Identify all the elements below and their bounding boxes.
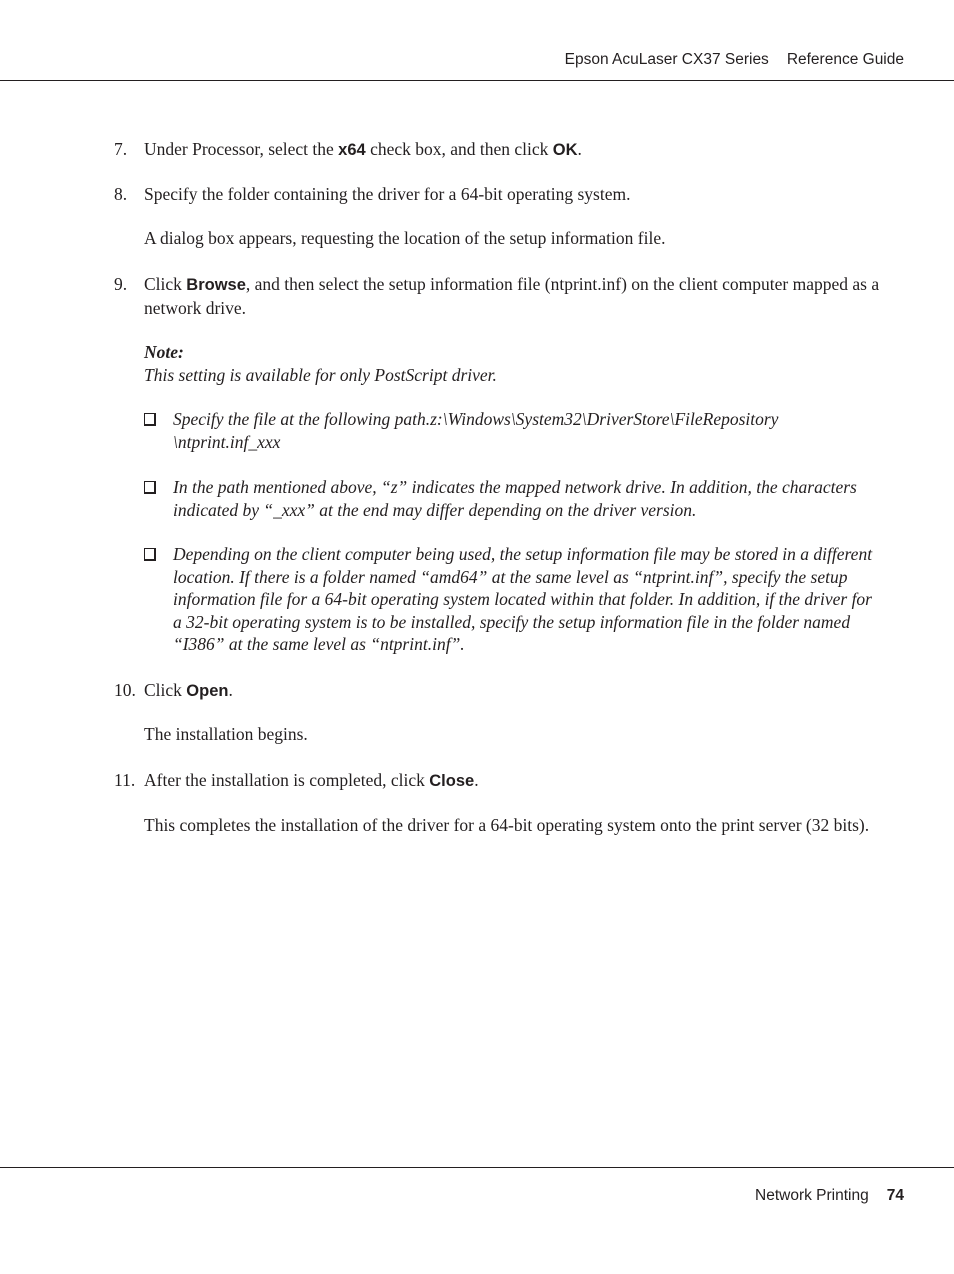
footer-rule bbox=[0, 1167, 954, 1168]
header-product: Epson AcuLaser CX37 Series bbox=[564, 51, 769, 68]
step-11-sub bbox=[144, 814, 884, 837]
page-footer bbox=[755, 1187, 904, 1205]
step-text: , and then select the setup information file (ntprint.inf) on the client computer mapped as a network drive. bbox=[144, 274, 880, 318]
note-bullet bbox=[144, 408, 884, 453]
step-8 bbox=[114, 183, 884, 206]
page-number: 74 bbox=[886, 1187, 904, 1204]
step-text: check box, and then click bbox=[365, 139, 553, 159]
note bbox=[144, 341, 884, 386]
step-10-sub bbox=[144, 723, 884, 746]
step-8-sub bbox=[144, 227, 884, 250]
step-9 bbox=[114, 273, 884, 319]
bullet-text: In the path mentioned above, “z” indicates the mapped network drive. In addition, the characters indicated by “_xxx” at the end may differ depending on the driver version. bbox=[173, 477, 857, 520]
note-title: Note: bbox=[144, 342, 184, 362]
step-text: After the installation is completed, click bbox=[144, 770, 430, 790]
step-number: 9. bbox=[114, 274, 128, 294]
step-number: 11. bbox=[114, 770, 136, 790]
step-subtext: This completes the installation of the driver for a 64-bit operating system onto the print server (32 bits). bbox=[144, 815, 870, 835]
note-text: This setting is available for only PostScript driver. bbox=[144, 364, 497, 385]
step-text: . bbox=[228, 680, 233, 700]
step-10 bbox=[114, 679, 884, 703]
step-subtext: A dialog box appears, requesting the location of the setup information file. bbox=[144, 228, 666, 248]
step-7 bbox=[114, 138, 884, 162]
checkbox-bullet-icon bbox=[144, 548, 156, 561]
note-bullet bbox=[144, 543, 884, 656]
ok-button-label: OK bbox=[552, 141, 578, 159]
step-number: 7. bbox=[114, 139, 128, 159]
bullet-text: Depending on the client computer being used, the setup information file may be stored in a different location. If there is a folder named “amd64” at the same level as “ntprint.inf”, specify the setup information file for a 64-bit operating system located within that folder. In addition, if the driver for a 32-bit operating system is to be installed, specify the setup information file in the folder named “I386” at the same level as “ntprint.inf”. bbox=[173, 544, 873, 654]
step-text: . bbox=[577, 139, 582, 159]
step-text: Click bbox=[144, 680, 187, 700]
close-button-label: Close bbox=[429, 772, 475, 790]
checkbox-bullet-icon bbox=[144, 481, 156, 494]
header-guide: Reference Guide bbox=[786, 51, 904, 68]
step-11 bbox=[114, 769, 884, 793]
open-button-label: Open bbox=[186, 682, 229, 700]
page-header bbox=[565, 51, 904, 69]
step-number: 8. bbox=[114, 184, 128, 204]
step-text: Specify the folder containing the driver for a 64-bit operating system. bbox=[144, 184, 631, 204]
step-number: 10. bbox=[114, 680, 136, 700]
x64-checkbox-label: x64 bbox=[338, 141, 366, 159]
browse-button-label: Browse bbox=[186, 276, 246, 294]
step-text: Under Processor, select the bbox=[144, 139, 339, 159]
header-rule bbox=[0, 80, 954, 81]
note-bullet bbox=[144, 476, 884, 521]
step-text: . bbox=[474, 770, 479, 790]
checkbox-bullet-icon bbox=[144, 413, 156, 426]
footer-section: Network Printing bbox=[755, 1187, 869, 1204]
bullet-text: Specify the file at the following path.z:\Windows\System32\DriverStore\FileRepository \ntprint.inf_xxx bbox=[173, 409, 779, 452]
step-subtext: The installation begins. bbox=[144, 724, 308, 744]
step-text: Click bbox=[144, 274, 187, 294]
